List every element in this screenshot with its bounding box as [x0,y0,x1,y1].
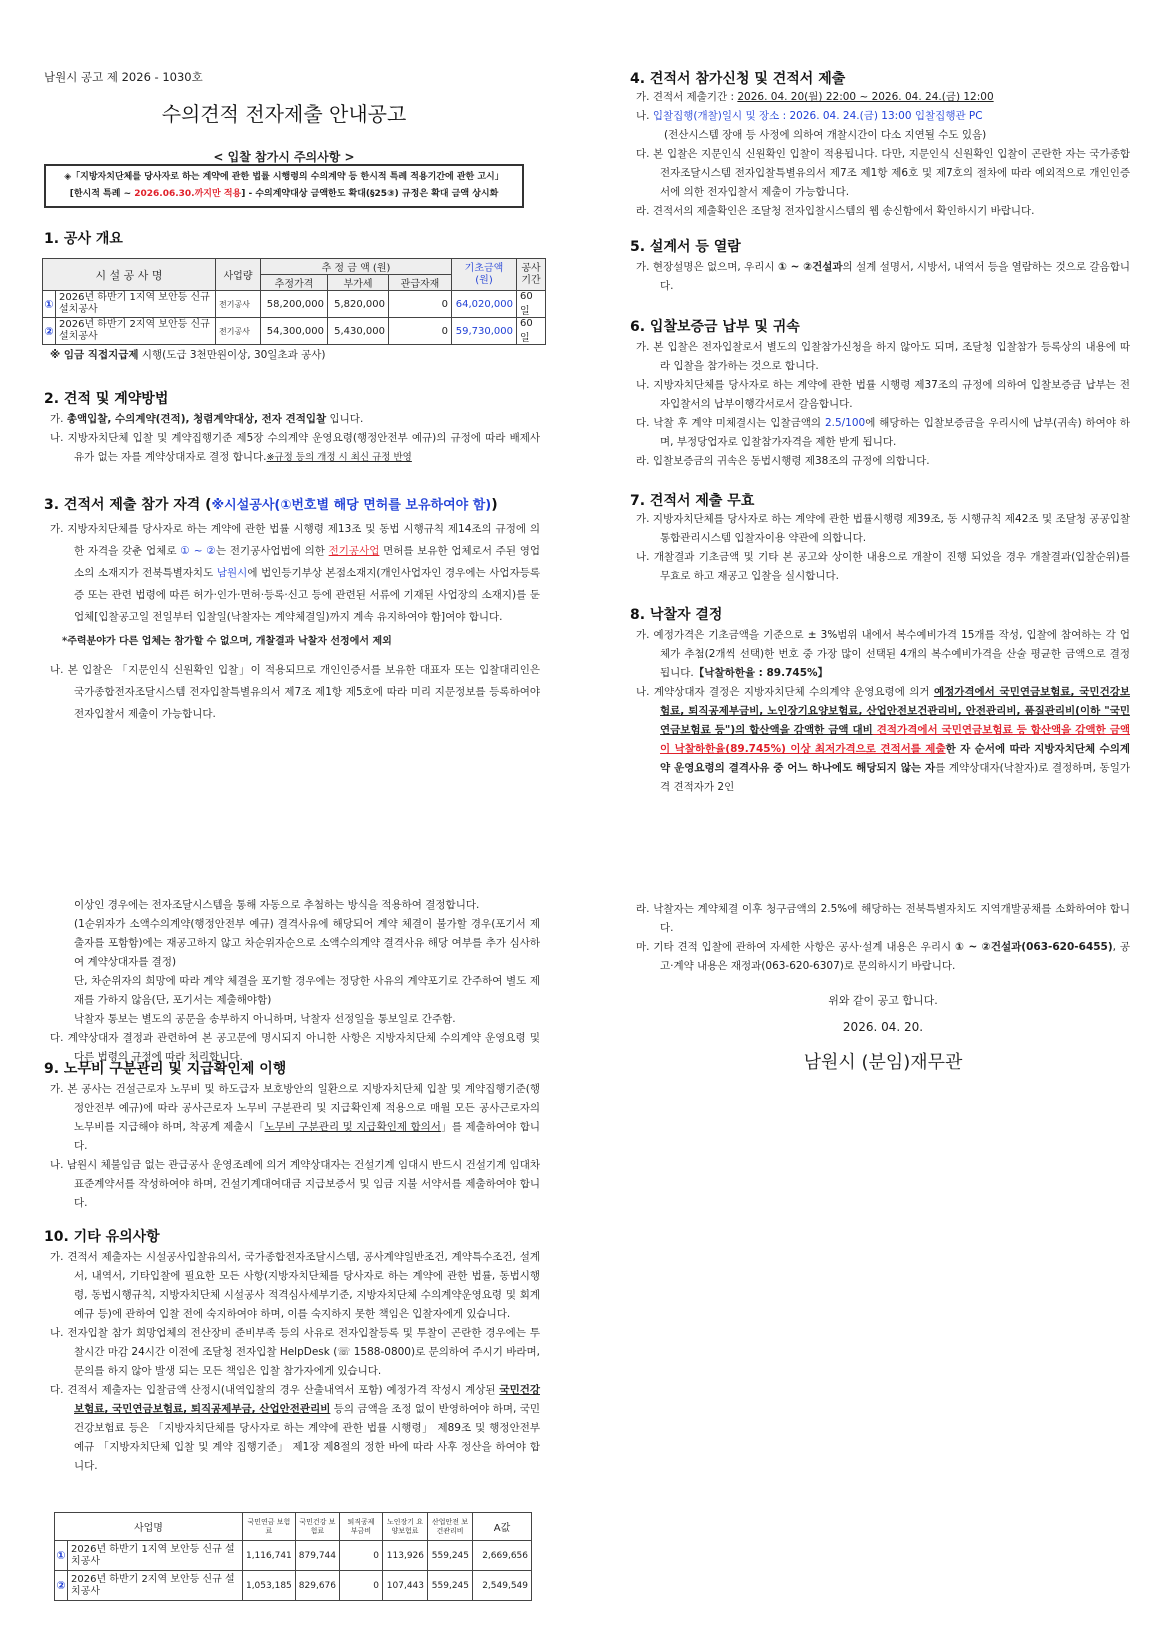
row-supply: 0 [389,291,452,318]
ins-col-3: 퇴직공제 부금비 [340,1513,383,1541]
closing-text: 위와 같이 공고 합니다. [828,994,938,1007]
ins-c6: 2,549,549 [473,1571,532,1601]
s3-license: 전기공사업 [328,545,380,557]
col-est-group: 추 정 금 액 (원) [261,259,452,275]
wage-note-text: 시행(도급 3천만원이상, 30일초과 공사) [138,349,326,361]
s9-agreement: 노무비 구분관리 및 지급확인제 합의서 [264,1121,441,1133]
ins-c4: 113,926 [383,1541,428,1571]
s5-ga [636,258,1130,296]
ins-row-no: ① [55,1541,68,1571]
s3-ga-7: 에 법인등기부상 본점소재지(개인사업자인 경우에는 사업자등록증 또는 관련 법령에 따른 허가·인가·면허·등록·신고 등에 관련된 서류에 기재된 사업장의 소재지)를 둔 업체[입찰공고일 전일부터 입찰일(낙찰자는 계약체결일)까지 계속 유지하여야 함]여야 합니다. [74,567,540,623]
s6-rate: 2.5/100 [824,417,866,429]
col-est: 추정가격 [261,275,328,291]
s8-ra: 라. 낙찰자는 계약체결 이후 청구금액의 2.5%에 해당하는 전북특별자치도 지역개발공채를 소화하여야 합니다. [636,903,1130,934]
s9-na: 나. 남원시 체불임금 없는 관급공사 운영조례에 의거 계약상대자는 건설기계 임대시 반드시 건설기계 임대차 표준계약서를 작성하여야 하며, 건설기계대여대금 지급보증서 및 임금 지불 서약서를 제출하여야 합니다. [50,1159,540,1209]
s2-ga-label: 가. [50,413,67,425]
ins-c5: 559,245 [428,1571,473,1601]
ins-row-name: 2026년 하반기 2지역 보안등 신규 설치공사 [68,1571,243,1601]
s1-heading: 1. 공사 개요 [44,231,123,247]
ins-col-name: 사업명 [55,1513,243,1541]
s8-ma [636,938,1130,976]
s2-heading: 2. 견적 및 계약방법 [44,391,169,407]
s3-ga-2: ① ~ ② [180,545,217,557]
row-no: ① [43,291,56,318]
s4-submit-period: 2026. 04. 20(월) 22:00 ~ 2026. 04. 24.(금) 12:00 [737,91,994,103]
s2-ga [50,410,540,429]
s2-ga-text: 총액입찰, 수의계약(견적), 청렴계약대상, 전자 견적입찰 [66,413,327,425]
s8-heading: 8. 낙찰자 결정 [630,607,723,623]
s4-ga-label: 가. 견적서 제출기간 : [636,91,738,103]
col-base: 기초금액 (원) [452,259,517,291]
row-period: 60일 [517,291,546,318]
s10-ga: 가. 견적서 제출자는 시설공사입찰유의서, 국가종합전자조달시스템, 공사계약일반조건, 계약특수조건, 설계서, 내역서, 기타입찰에 필요한 모든 사항(지방자치단체를 당사자로 하는 계약에 관한 법률, 동법시행령, 동법시행규칙, 지방자치단체 시설공사 적격심사세부기준, 지방자치단체 수의계약운영요령 및 회계예규 등)에 관하여 입찰 전에 숙지하여야 하며, 이를 숙지하지 못한 책임은 입찰자에게 있습니다. [50,1251,540,1320]
s6-heading: 6. 입찰보증금 납부 및 귀속 [630,319,800,335]
s8-cont-3: 단, 차순위자의 희망에 따라 계약 체결을 포기할 경우에는 정당한 사유의 계약포기로 간주하여 별도 제재를 가하지 않음(단, 포기서는 제출해야함) [74,975,540,1006]
row-name: 2026년 하반기 1지역 보안등 신규 설치공사 [56,291,216,318]
col-supply: 관급자재 [389,275,452,291]
s10-na: 나. 전자입찰 참가 희망업체의 전산장비 준비부족 등의 사유로 전자입찰등록 및 투찰이 곤란한 경우에는 투찰시간 마감 24시간 이전에 조달청 전자입찰 HelpDesk (☏ 1588-0800)로 문의하여 주시기 바라며, 문의를 하지 않아 발생 되는 모든 책임은 입찰 참가자에게 있습니다. [50,1327,541,1377]
row-est: 54,300,000 [261,318,328,345]
s4-na [636,107,1130,126]
s5-ga-a: 가. 현장설명은 없으며, 우리시 [636,261,778,273]
ins-col-6: A값 [473,1513,532,1541]
ins-col-5: 산업안전 보건관리비 [428,1513,473,1541]
ins-c1: 1,116,741 [242,1541,295,1571]
s4-da: 다. 본 입찰은 지문인식 신원확인 입찰이 적용됩니다. 다만, 지문인식 신원확인 입찰이 곤란한 자는 국가종합전자조달시스템 전자입찰특별유의서 제7조 제1항 제6호 및 제7호의 절차에 따라 예외적으로 개인인증서에 의한 전자입찰서 제출이 가능합니다. [636,148,1130,198]
wage-note-label: ※ 임금 직접지급제 [50,349,139,361]
ins-c5: 559,245 [428,1541,473,1571]
table-row [43,318,546,345]
ins-c1: 1,053,185 [242,1571,295,1601]
s10-da-2: 국민건강보험료, 국민연금보험료, 퇴직공제부금, 산업안전관리비 [74,1384,540,1415]
page-title: 수의견적 전자제출 안내공고 [161,102,407,126]
ins-col-4: 노인장기 요양보험료 [383,1513,428,1541]
ins-c2: 829,676 [295,1571,339,1601]
col-name: 시 설 공 사 명 [43,259,216,291]
row-type: 전기공사 [216,318,261,345]
row-vat: 5,430,000 [328,318,389,345]
s4-ga [636,88,1130,107]
table-row [43,291,546,318]
s9-ga [50,1080,540,1156]
s3-heading-c: ) [491,497,498,513]
table-row [55,1541,532,1571]
s3-ga-1: 가. 지방자치단체를 당사자로 하는 계약에 관한 법률 시행령 제13조 및 동법 시행규칙 제14조의 규정에 의한 자격을 갖춘 업체로 [50,523,540,557]
signer: 남원시 (분임)재무관 [803,1052,963,1073]
s3-ga-5: 면허를 보유한 업체로서 주된 영업소의 소재지가 전북특별자치도 [74,545,540,579]
s6-ra: 라. 입찰보증금의 귀속은 동법시행령 제38조의 규정에 의합니다. [636,455,930,467]
row-supply: 0 [389,318,452,345]
s4-na-label: 나. [636,110,653,122]
s6-da-c: 에 해당하는 입찰보증금을 우리시에 납부(귀속) 하여야 하며, 부정당업자로 입찰참가자격을 제한 받게 됩니다. [660,417,1130,448]
s5-ga-c: 의 설계 설명서, 시방서, 내역서 등을 열람하는 것으로 갈음합니다. [660,261,1130,292]
s5-dept: ① ~ ②건설과 [777,261,843,273]
ins-c6: 2,669,656 [473,1541,532,1571]
s8-cont-4: 낙찰자 통보는 별도의 공문을 송부하지 아니하며, 낙찰자 선정일을 통보일로 간주함. [74,1013,456,1025]
caution-line-2a: [한시적 특례 ~ [69,189,135,199]
caution-title: < 입찰 참가시 주의사항 > [213,150,355,164]
s4-opening: 입찰집행(개찰)일시 및 장소 : 2026. 04. 24.(금) 13:00 입찰집행관 PC [652,110,983,122]
s10-da-1: 다. 견적서 제출자는 입찰금액 산정시(내역입찰의 경우 산출내역서 포함) 예정가격 작성시 계상된 [50,1384,500,1396]
s2-na-text: 나. 지방자치단체 입찰 및 계약집행기준 제5장 수의계약 운영요령(행정안전부 예규)의 규정에 따라 배제사유가 없는 자를 계약상대자로 결정 합니다. [50,432,540,463]
s8-ma-c: , 공고·계약 내용은 재정과(063-620-6307)로 문의하시기 바랍니다. [660,941,1130,972]
wage-note [50,346,325,365]
s8-ga-text: 가. 예정가격은 기초금액을 기준으로 ± 3%범위 내에서 복수예비가격 15개를 작성, 입찰에 참여하는 각 업체가 추첨(2개씩 선택)한 번호 중 가장 많이 선택된 4개의 복수예비가격을 산술 평균한 금액으로 결정됩니다. [636,629,1130,679]
table-row [55,1571,532,1601]
s8-ma-a: 마. 기타 견적 입찰에 관하여 자세한 사항은 공사·설계 내용은 우리시 [636,941,955,953]
caution-line-2 [46,186,522,203]
caution-line-1: ◈「지방자치단체를 당사자로 하는 계약에 관한 법률 시행령의 수의계약 등 한시적 특례 적용기간에 관한 고시」 [64,172,504,182]
ins-c3: 0 [340,1541,383,1571]
s3-heading-b: ※시설공사(①번호별 해당 면허를 보유하여야 함) [211,498,492,513]
s3-ga-3: 는 전기공사업법에 의한 [216,545,329,557]
col-period: 공사 기간 [517,259,546,291]
s10-da [50,1381,540,1476]
s8-ga [636,626,1130,683]
s6-da-a: 다. 낙찰 후 계약 미체결시는 입찰금액의 [636,417,825,429]
s3-heading [44,494,544,514]
s9-heading: 9. 노무비 구분관리 및 지급확인제 이행 [44,1061,287,1077]
notice-number: 남원시 공고 제 2026 - 1030호 [44,70,203,84]
s3-na: 나. 본 입찰은 「지문인식 신원확인 입찰」이 적용되므로 개인인증서를 보유한 대표자 또는 입찰대리인은 국가종합전자조달시스템 전자입찰특별유의서 제7조 제1항 제5호에 따라 미리 지문정보를 등록하여야 전자입찰서 제출이 가능합니다. [50,664,540,720]
row-no: ② [43,318,56,345]
s7-na: 나. 개찰결과 기초금액 및 기타 본 공고와 상이한 내용으로 개찰이 진행 되었을 경우 개찰결과(입찰순위)를 무효로 하고 재공고 입찰을 실시합니다. [636,551,1130,582]
s7-heading: 7. 견적서 제출 무효 [630,493,755,509]
row-base: 64,020,000 [452,291,517,318]
s4-na-note: (전산시스템 장애 등 사정에 의하여 개찰시간이 다소 지연될 수도 있음) [664,129,987,141]
s8-na [636,683,1130,797]
s4-heading: 4. 견적서 참가신청 및 견적서 제출 [630,71,846,87]
s2-ga-end: 입니다. [326,413,364,425]
s10-da-3: 등의 금액을 조정 없이 반영하여야 하며, 국민건강보험료 등은 「지방자치단체를 당사자로 하는 계약에 관한 법률 시행령」 제89조 및 행정안전부 예규 「지방자치단체 입찰 및 계약 집행기준」 제1장 제8절의 정한 바에 따라 사후 정산을 하여야 합니다. [74,1403,540,1472]
caution-deadline: 2026.06.30.까지만 적용 [134,189,242,199]
row-name: 2026년 하반기 2지역 보안등 신규 설치공사 [56,318,216,345]
row-base: 59,730,000 [452,318,517,345]
notice-date: 2026. 04. 20. [842,1020,924,1034]
s5-heading: 5. 설계서 등 열람 [630,239,741,255]
s8-na-1: 나. 계약상대자 결정은 지방자치단체 수의계약 운영요령에 의거 [636,686,934,698]
s2-na [50,429,540,467]
s4-ra: 라. 견적서의 제출확인은 조달청 전자입찰시스템의 웹 송신함에서 확인하시기 바랍니다. [636,205,1035,217]
s8-cont-2: (1순위자가 소액수의계약(행정안전부 예규) 결격사유에 해당되어 계약 체결이 불가할 경우(포기서 제출자를 포함함)에는 재공고하지 않고 차순위자순으로 소액수의계약 결격사유 해당 여부를 추가 심사하여 계약상대자를 결정) [74,918,540,968]
s8-na-5: 를 계약상대자(낙찰자)로 결정하며, 동일가격 견적자가 2인 [660,762,1130,793]
col-vat: 부가세 [328,275,389,291]
s3-note: *주력분야가 다른 업체는 참가할 수 없으며, 개찰결과 낙찰자 선정에서 제외 [62,636,392,647]
s8-na-3: 견적가격에서 국민연금보험료 등 합산액을 감액한 금액이 낙찰하한율(89.745%) 이상 최저가격으로 견적서를 제출 [660,724,1130,755]
s8-da: 다. 계약상대자 결정과 관련하여 본 공고문에 명시되지 아니한 사항은 지방자치단체 수의계약 운영요령 및 다른 법령의 규정에 따라 처리합니다. [50,1032,540,1063]
caution-box [44,164,524,208]
s6-da [636,414,1130,452]
s8-na-2: 예정가격에서 국민연금보험료, 국민건강보험료, 퇴직공제부금비, 노인장기요양보험료, 산업안전보건관리비, 안전관리비, 품질관리비(이하 "국민연금보험료 등")의 합산액을 감액한 금액 대비 [660,686,1130,736]
s8-cont-1: 이상인 경우에는 전자조달시스템을 통해 자동으로 추첨하는 방식을 적용하여 결정합니다. [74,899,480,911]
ins-row-name: 2026년 하반기 1지역 보안등 신규 설치공사 [68,1541,243,1571]
s7-ga: 가. 지방자치단체를 당사자로 하는 계약에 관한 법률시행령 제39조, 동 시행규칙 제42조 및 조달청 공공입찰 통합관리시스템 입찰자이용 약관에 의합니다. [636,513,1130,544]
insurance-table [54,1512,532,1601]
s6-ga: 가. 본 입찰은 전자입찰로서 별도의 입찰참가신청을 하지 않아도 되며, 조달청 입찰참가 등록상의 내용에 따라 입찰을 참가하는 것으로 합니다. [636,341,1130,372]
s8-floor-rate: 【낙찰하한율 : 89.745%】 [693,667,829,679]
ins-c3: 0 [340,1571,383,1601]
ins-c2: 879,744 [295,1541,339,1571]
ins-c4: 107,443 [383,1571,428,1601]
s9-ga-a: 가. 본 공사는 건설근로자 노무비 및 하도급자 보호방안의 일환으로 지방자치단체 입찰 및 계약집행기준(행정안전부 예규)에 따라 공사근로자 노무비 구분관리 및 지급확인제 적용으로 매월 모든 공사근로자의 노무비를 지급해야 하며, 착공계 제출시「 [50,1083,540,1133]
s2-na-note: ※규정 등의 개정 시 최신 규정 반영 [266,452,412,463]
ins-col-1: 국민연금 보험료 [242,1513,295,1541]
row-type: 전기공사 [216,291,261,318]
s3-ga [50,518,540,628]
s3-heading-a: 3. 견적서 제출 참가 자격 ( [44,497,212,513]
ins-col-2: 국민건강 보험료 [295,1513,339,1541]
s3-city: 남원시 [216,567,248,579]
s10-heading: 10. 기타 유의사항 [44,1229,160,1245]
row-vat: 5,820,000 [328,291,389,318]
s9-ga-c: 」를 제출하여야 합니다. [74,1121,540,1152]
row-period: 60일 [517,318,546,345]
s8-na-4: 한 자 순서에 따라 지방자치단체 수의계약 운영요령의 결격사유 중 어느 하나에도 해당되지 않는 자 [660,743,1130,774]
s6-na: 나. 지방자치단체를 당사자로 하는 계약에 관한 법률 시행령 제37조의 규정에 의하여 입찰보증금 납부는 전자입찰서의 납부이행각서로서 갈음합니다. [636,379,1130,410]
col-type: 사업량 [216,259,261,291]
project-table [42,258,546,345]
s8-ma-contact: ① ~ ②건설과(063-620-6455) [954,941,1113,953]
ins-row-no: ② [55,1571,68,1601]
caution-line-2c: ] - 수의계약대상 금액한도 확대(§25③) 규정은 확대 금액 상시화 [241,189,499,199]
row-est: 58,200,000 [261,291,328,318]
